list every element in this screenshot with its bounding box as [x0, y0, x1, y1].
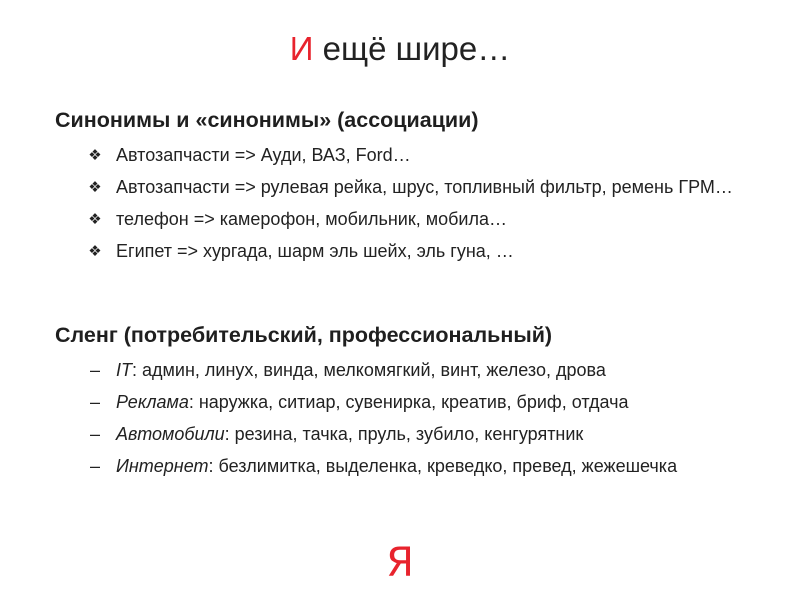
title-first-letter: И [289, 30, 314, 67]
list-item-label: Автомобили [116, 424, 225, 444]
dash-bullet-icon: – [89, 456, 100, 476]
list-item [55, 239, 775, 264]
list-item-label: IT [116, 360, 132, 380]
list-item-label: Реклама [116, 392, 189, 412]
synonyms-section [55, 108, 775, 271]
synonyms-list [55, 143, 775, 264]
list-item-text: Автозапчасти => Ауди, ВАЗ, Ford… [116, 145, 411, 165]
list-item-text: Египет => хургада, шарм эль шейх, эль гуна, … [116, 241, 514, 261]
diamond-bullet-icon: ❖ [88, 243, 102, 260]
diamond-bullet-icon: ❖ [88, 179, 102, 196]
list-item [55, 207, 775, 232]
dash-bullet-icon: – [89, 424, 100, 444]
list-item [55, 143, 775, 168]
list-item-text: телефон => камерофон, мобильник, мобила… [116, 209, 507, 229]
list-item-text: : админ, линух, винда, мелкомягкий, винт, железо, дрова [132, 360, 606, 380]
synonyms-heading: Синонимы и «синонимы» (ассоциации) [55, 108, 479, 132]
list-item [55, 390, 775, 415]
dash-bullet-icon: – [89, 392, 100, 412]
slang-list [55, 358, 775, 479]
diamond-bullet-icon: ❖ [88, 211, 102, 228]
dash-bullet-icon: – [89, 360, 100, 380]
list-item [55, 454, 775, 479]
list-item [55, 358, 775, 383]
list-item [55, 175, 775, 200]
title-rest: ещё шире… [322, 30, 511, 67]
slang-section [55, 323, 775, 486]
list-item-text: Автозапчасти => рулевая рейка, шрус, топливный фильтр, ремень ГРМ… [116, 177, 733, 197]
list-item [55, 422, 775, 447]
list-item-text: : резина, тачка, пруль, зубило, кенгурятник [224, 424, 584, 444]
list-item-text: : безлимитка, выделенка, креведко, превед, жежешечка [208, 456, 678, 476]
yandex-logo: Я [386, 540, 414, 586]
list-item-text: : наружка, ситиар, сувенирка, креатив, бриф, отдача [188, 392, 629, 412]
slide-title [0, 30, 800, 68]
diamond-bullet-icon: ❖ [88, 147, 102, 164]
slang-heading: Сленг (потребительский, профессиональный) [55, 323, 553, 347]
list-item-label: Интернет [116, 456, 209, 476]
